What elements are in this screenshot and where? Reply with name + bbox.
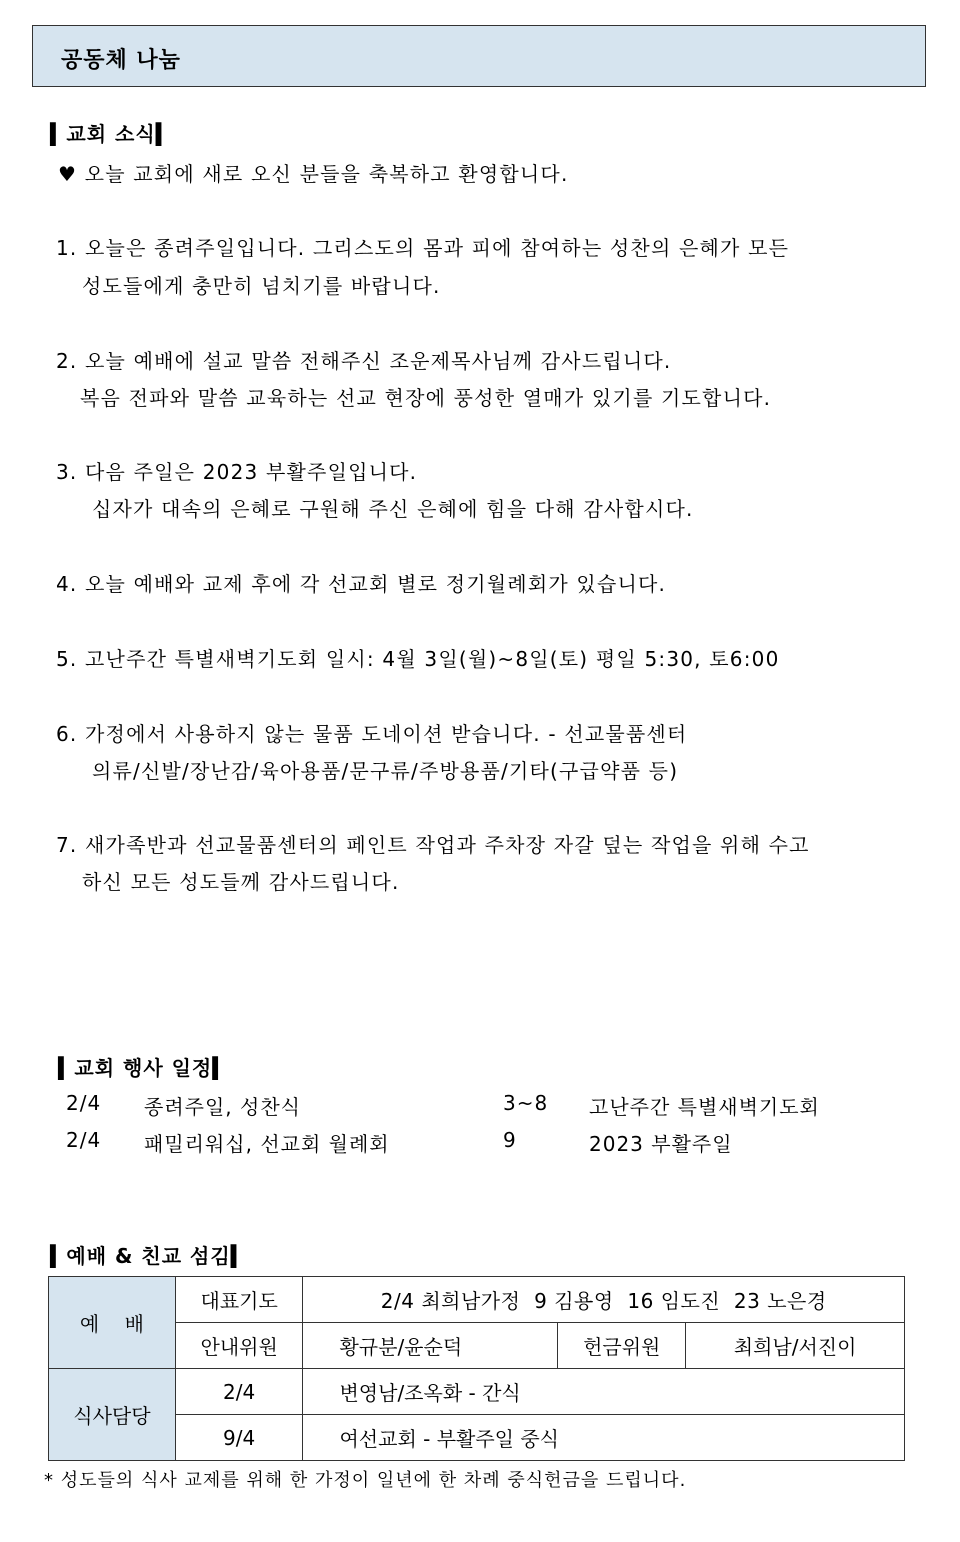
news-section-title: ▍교회 소식▍ xyxy=(50,122,173,146)
event-name: 패밀리워십, 선교회 월례회 xyxy=(144,1132,390,1156)
event-name: 2023 부활주일 xyxy=(589,1132,733,1156)
event-date: 9 xyxy=(503,1128,517,1152)
service-title: 예배 & 친교 섬김 xyxy=(66,1244,231,1268)
meal-label: 식사담당 xyxy=(49,1369,176,1461)
news-item-4-line1: 4. 오늘 예배와 교제 후에 각 선교회 별로 정기월례회가 있습니다. xyxy=(56,572,667,596)
section-header xyxy=(32,25,926,87)
table-row xyxy=(49,1323,905,1369)
table-row xyxy=(49,1277,905,1323)
meal-date: 9/4 xyxy=(175,1415,303,1461)
table-row xyxy=(49,1369,905,1415)
news-item-3-line1: 3. 다음 주일은 2023 부활주일입니다. xyxy=(56,460,418,484)
news-item-3-line2: 십자가 대속의 은혜로 구원해 주신 은혜에 힘을 다해 감사합시다. xyxy=(92,497,694,521)
usher-label: 안내위원 xyxy=(175,1323,303,1369)
news-item-7-line2: 하신 모든 성도들께 감사드립니다. xyxy=(82,870,400,894)
events-section-title: ▍교회 행사 일정▍ xyxy=(58,1056,229,1080)
usher-value: 황규분/윤순덕 xyxy=(303,1323,558,1369)
news-title: 교회 소식 xyxy=(66,122,156,146)
service-table xyxy=(48,1276,905,1461)
meal-value: 변영남/조옥화 - 간식 xyxy=(303,1369,905,1415)
event-name: 고난주간 특별새벽기도회 xyxy=(589,1095,820,1119)
event-date: 2/4 xyxy=(66,1091,102,1115)
event-date: 2/4 xyxy=(66,1128,102,1152)
news-item-2-line2: 복음 전파와 말씀 교육하는 선교 현장에 풍성한 열매가 있기를 기도합니다. xyxy=(80,386,772,410)
footnote: * 성도들의 식사 교제를 위해 한 가정이 일년에 한 차례 중식헌금을 드립니다. xyxy=(44,1470,687,1491)
meal-date: 2/4 xyxy=(175,1369,303,1415)
news-item-2-line1: 2. 오늘 예배에 설교 말씀 전해주신 조운제목사님께 감사드립니다. xyxy=(56,349,672,373)
event-name: 종려주일, 성찬식 xyxy=(144,1095,301,1119)
news-item-7-line1: 7. 새가족반과 선교물품센터의 페인트 작업과 주차장 자갈 덮는 작업을 위해 수고 xyxy=(56,833,810,857)
header-title: 공동체 나눔 xyxy=(61,48,181,73)
worship-label: 예 배 xyxy=(49,1277,176,1369)
events-title: 교회 행사 일정 xyxy=(74,1056,213,1080)
news-item-6-line1: 6. 가정에서 사용하지 않는 물품 도네이션 받습니다. - 선교물품센터 xyxy=(56,722,688,746)
news-item-6-line2: 의류/신발/장난감/육아용품/문구류/주방용품/기타(구급약품 등) xyxy=(92,759,679,783)
offering-label: 헌금위원 xyxy=(558,1323,686,1369)
news-item-1-line2: 성도들에게 충만히 넘치기를 바랍니다. xyxy=(82,274,441,298)
meal-value: 여선교회 - 부활주일 중식 xyxy=(303,1415,905,1461)
welcome-text: ♥ 오늘 교회에 새로 오신 분들을 축복하고 환영합니다. xyxy=(58,162,569,186)
event-date: 3~8 xyxy=(503,1091,549,1115)
table-row xyxy=(49,1415,905,1461)
offering-value: 최희남/서진이 xyxy=(686,1323,905,1369)
prayer-label: 대표기도 xyxy=(175,1277,303,1323)
prayer-value: 2/4 최희남가정 9 김용영 16 임도진 23 노은경 xyxy=(303,1277,905,1323)
news-item-1-line1: 1. 오늘은 종려주일입니다. 그리스도의 몸과 피에 참여하는 성찬의 은혜가 모든 xyxy=(56,236,790,260)
news-item-5-line1: 5. 고난주간 특별새벽기도회 일시: 4월 3일(월)~8일(토) 평일 5:30, 토6:00 xyxy=(56,647,780,671)
service-section-title: ▍예배 & 친교 섬김▍ xyxy=(50,1244,248,1268)
